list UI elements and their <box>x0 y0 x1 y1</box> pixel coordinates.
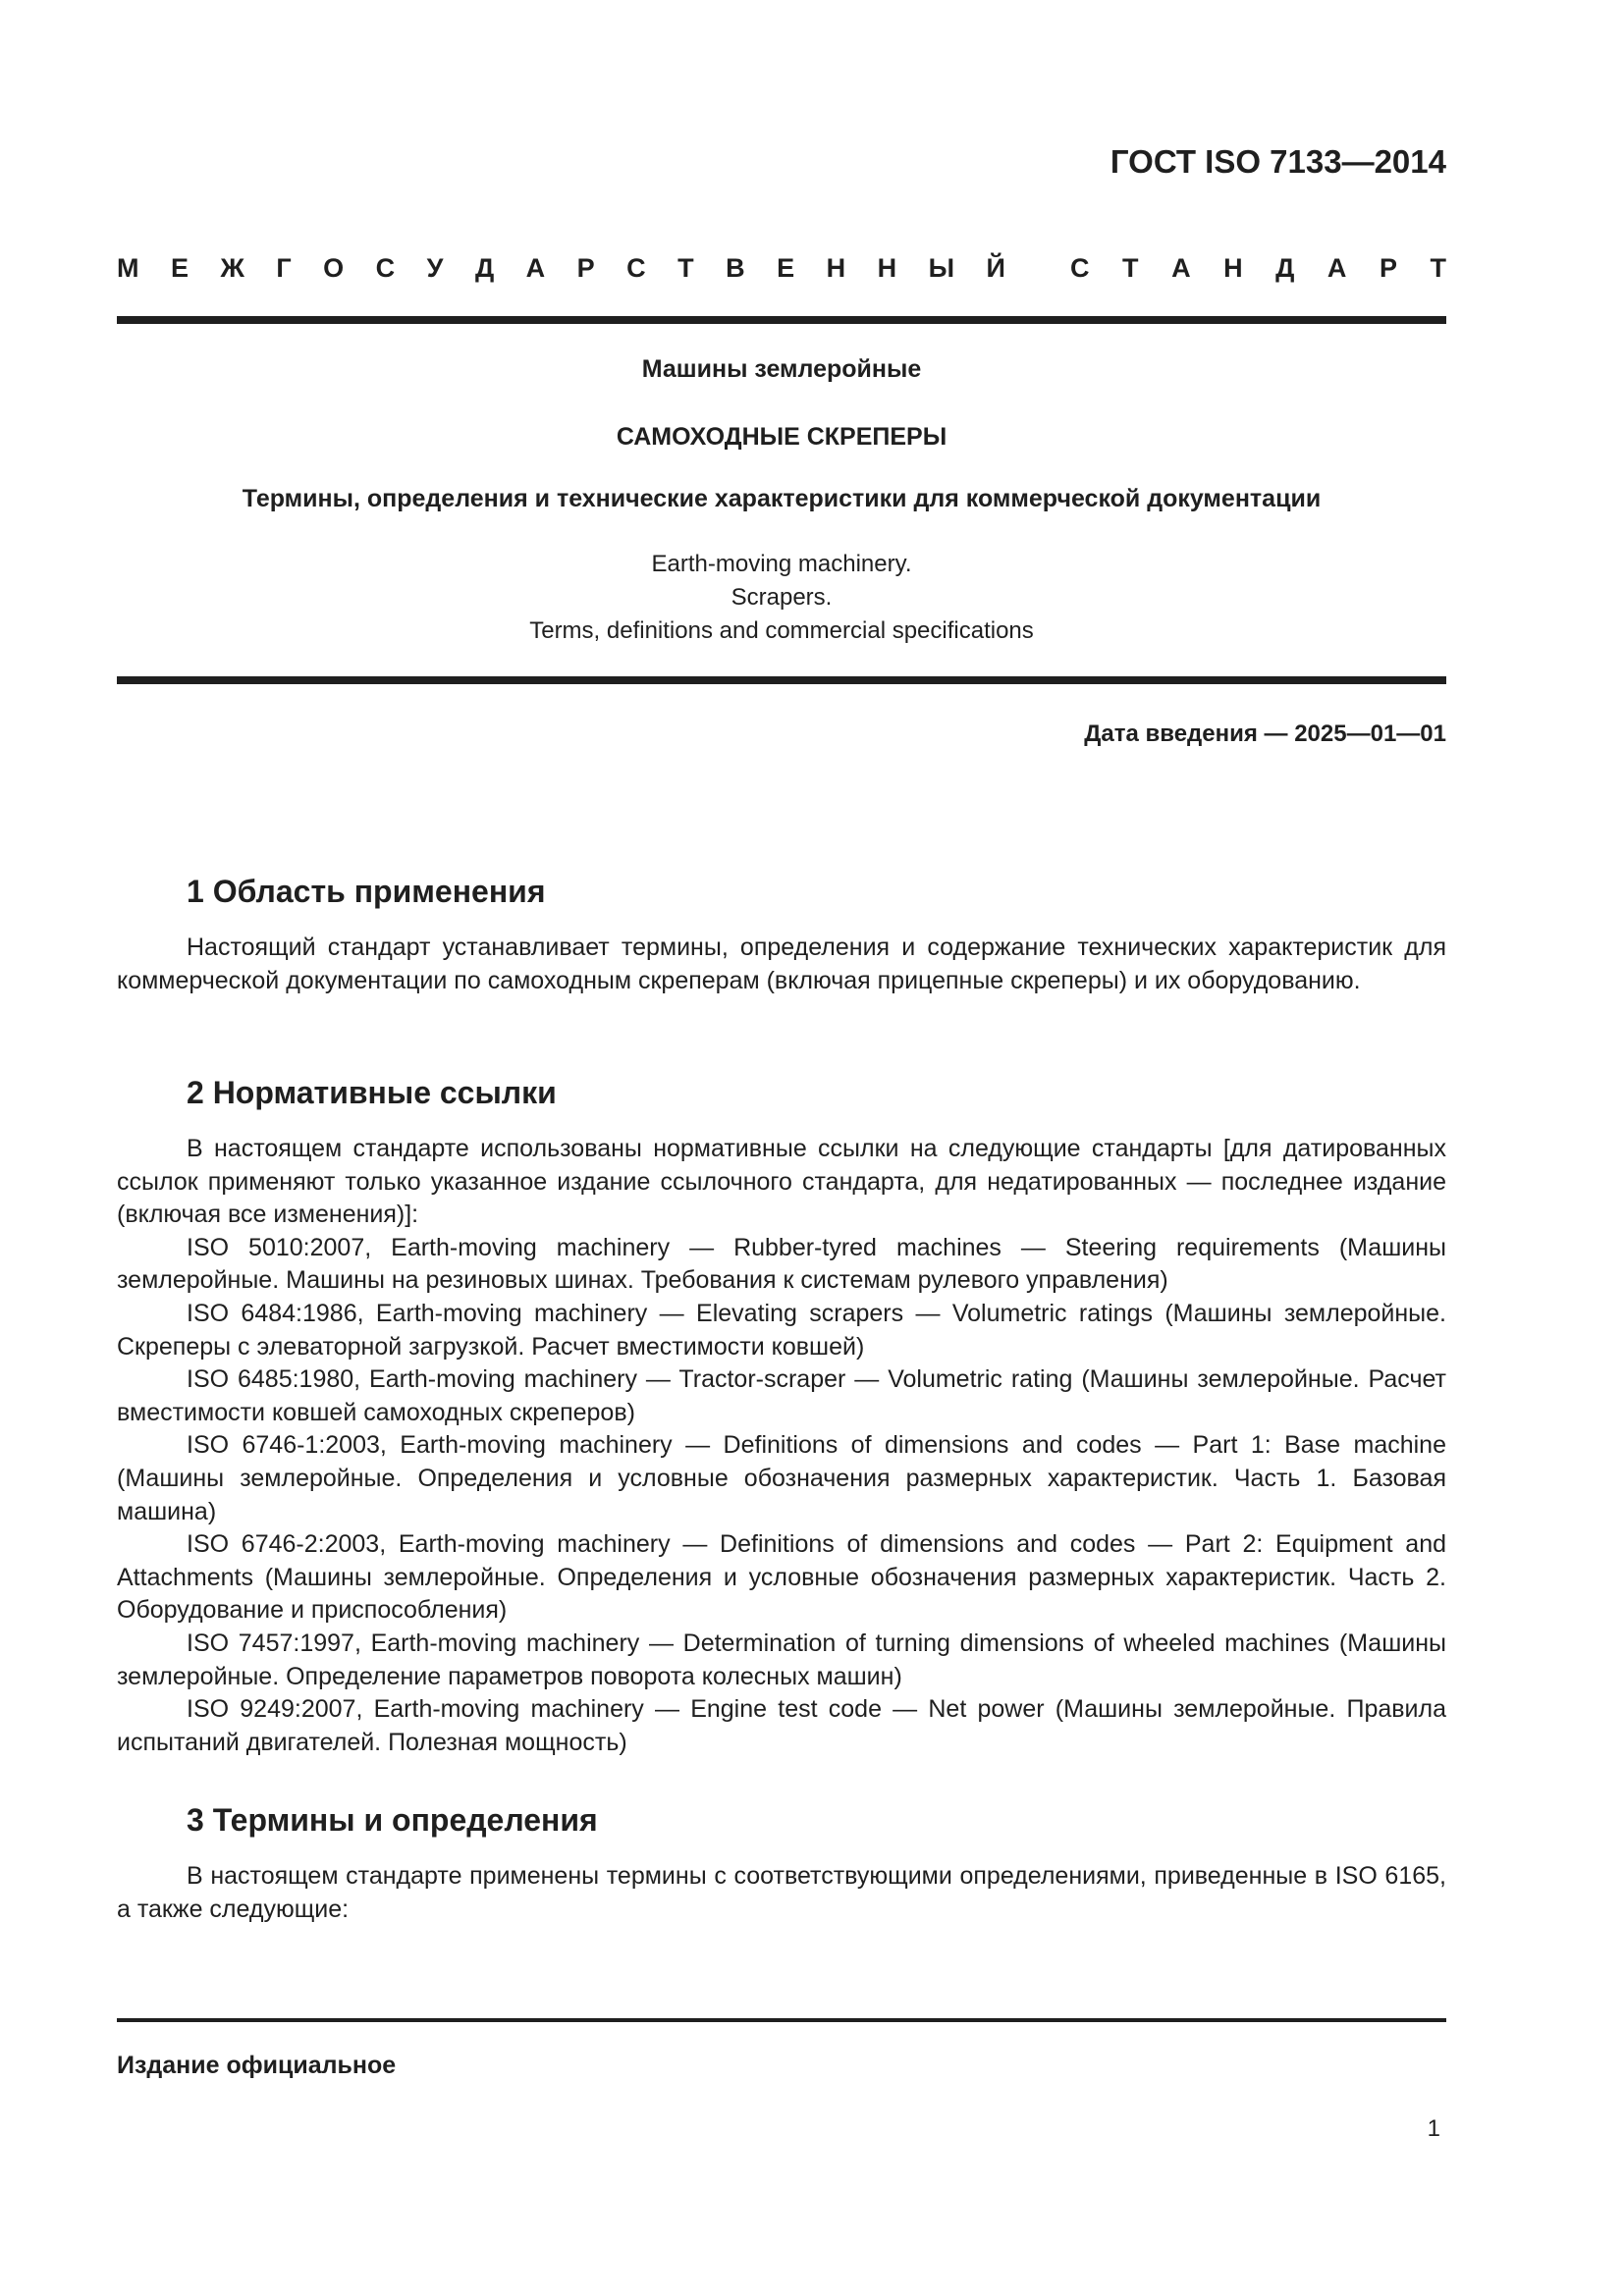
section-heading: 2 Нормативные ссылки <box>187 1075 557 1110</box>
letter: Д <box>1275 253 1295 283</box>
reference-item: ISO 6484:1986, Earth-moving machinery — Elevating scrapers — Volumetric ratings (Машины землеройные. Скреперы с элеваторной загрузкой. Расчет вместимости ковшей) <box>117 1299 1446 1361</box>
interstate-standard-label <box>117 253 1446 284</box>
reference-item: ISO 6746-2:2003, Earth-moving machinery — Definitions of dimensions and codes — Part 2: Equipment and Attachments (Машины землеройные. Определения и условные обозначения размерных характеристик. Часть 2. Оборудование и приспособления) <box>117 1530 1446 1625</box>
letter: С <box>375 253 396 283</box>
letter: С <box>626 253 646 283</box>
letter: Е <box>170 253 189 283</box>
letter: Ж <box>220 253 244 283</box>
title-english-line: Scrapers. <box>731 584 833 611</box>
letter: А <box>525 253 546 283</box>
interstate-word <box>117 253 1005 284</box>
reference-item: ISO 5010:2007, Earth-moving machinery — Rubber-tyred machines — Steering requirements (Машины землеройные. Машины на резиновых шинах. Требования к системам рулевого управления) <box>117 1233 1446 1295</box>
letter: Ы <box>928 253 955 283</box>
reference-item: ISO 7457:1997, Earth-moving machinery — Determination of turning dimensions of wheeled machines (Машины землеройные. Определение параметров поворота колесных машин) <box>117 1629 1446 1690</box>
letter: Т <box>677 253 694 283</box>
footer-rule <box>117 2018 1446 2022</box>
letter: У <box>426 253 444 283</box>
paragraph: Настоящий стандарт устанавливает термины, определения и содержание технических характеристик для коммерческой документации по самоходным скреперам (включая прицепные скреперы) и их оборудованию. <box>117 934 1446 994</box>
letter: Т <box>1122 253 1139 283</box>
letter: Д <box>474 253 495 283</box>
standard-word <box>1070 253 1446 284</box>
letter: Е <box>777 253 795 283</box>
letter: А <box>1171 253 1191 283</box>
reference-item: ISO 6485:1980, Earth-moving machinery — Tractor-scraper — Volumetric rating (Машины землеройные. Расчет вместимости ковшей самоходных скреперов) <box>117 1365 1446 1426</box>
title-english <box>117 548 1446 648</box>
paragraph: В настоящем стандарте использованы нормативные ссылки на следующие стандарты [для датированных ссылок применяют только указанное издание ссылочного стандарта, для недатированных — последнее издание (включая все изменения)]: <box>117 1135 1446 1229</box>
letter: Н <box>1223 253 1243 283</box>
section-body <box>117 932 1446 997</box>
section-body <box>117 1860 1446 1926</box>
introduction-date: Дата введения — 2025—01—01 <box>1084 721 1446 747</box>
letter: М <box>117 253 139 283</box>
paragraph: В настоящем стандарте применены термины с соответствующими определениями, приведенные в ISO 6165, а также следующие: <box>117 1862 1446 1923</box>
letter: Г <box>276 253 292 283</box>
title-english-line: Earth-moving machinery. <box>651 551 912 577</box>
title-group: Машины землеройные <box>641 355 922 383</box>
header-rule <box>117 316 1446 324</box>
reference-item: ISO 9249:2007, Earth-moving machinery — Engine test code — Net power (Машины землеройные. Правила испытаний двигателей. Полезная мощность) <box>117 1695 1446 1756</box>
section-body <box>117 1133 1446 1759</box>
section-heading: 3 Термины и определения <box>187 1802 598 1838</box>
page-number: 1 <box>1427 2115 1440 2142</box>
letter: Р <box>1379 253 1397 283</box>
title-main: САМОХОДНЫЕ СКРЕПЕРЫ <box>616 423 947 451</box>
letter: Н <box>826 253 846 283</box>
letter: Р <box>576 253 595 283</box>
title-english-line: Terms, definitions and commercial specifications <box>529 617 1034 644</box>
title-rule <box>117 676 1446 684</box>
letter: Й <box>986 253 1005 283</box>
edition-label: Издание официальное <box>117 2052 397 2079</box>
letter: С <box>1070 253 1090 283</box>
letter: Н <box>877 253 897 283</box>
letter: А <box>1326 253 1347 283</box>
letter: В <box>726 253 745 283</box>
letter: О <box>323 253 345 283</box>
letter: Т <box>1430 253 1446 283</box>
section-heading: 1 Область применения <box>187 874 546 909</box>
standard-number: ГОСТ ISO 7133—2014 <box>1110 143 1446 180</box>
reference-item: ISO 6746-1:2003, Earth-moving machinery — Definitions of dimensions and codes — Part 1: Base machine (Машины землеройные. Определения и условные обозначения размерных характеристик. Часть 1. Базовая машина) <box>117 1431 1446 1525</box>
title-subtitle: Термины, определения и технические характеристики для коммерческой документации <box>242 485 1322 512</box>
